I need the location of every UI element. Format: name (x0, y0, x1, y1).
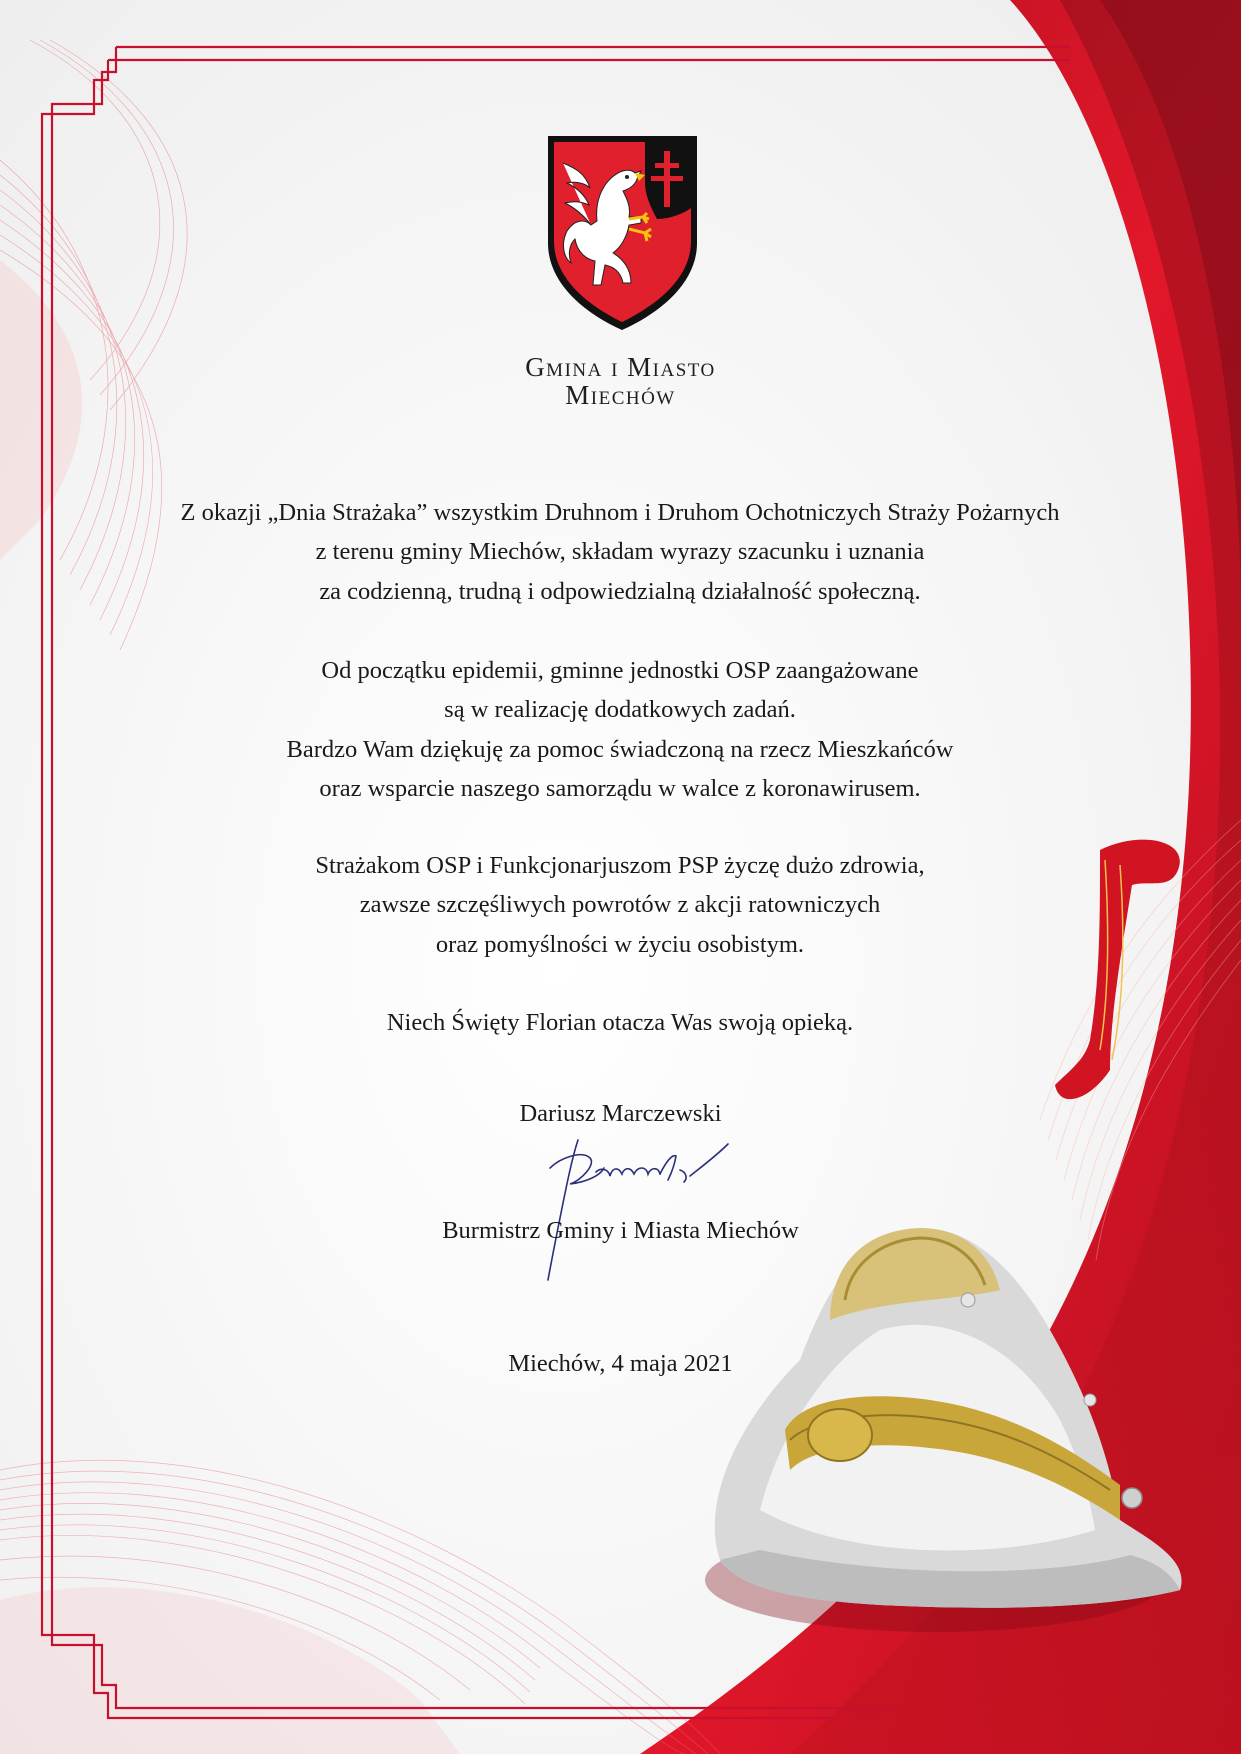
signatory-name: Dariusz Marczewski (519, 1100, 722, 1127)
coat-of-arms-icon (545, 133, 700, 333)
org-name-line2: Miechów (565, 380, 676, 410)
paragraph-wishes (100, 846, 1140, 964)
text-line: Od początku epidemii, gminne jednostki OSP zaangażowane (321, 657, 919, 684)
handwritten-signature (530, 1128, 740, 1288)
org-name-line1: Gmina i Miasto (525, 352, 716, 382)
text-line: Niech Święty Florian otacza Was swoją opieką. (386, 1009, 854, 1036)
paragraph-epidemic (100, 651, 1140, 808)
signatory-role: Burmistrz Gminy i Miasta Miechów (442, 1217, 799, 1244)
text-line: zawsze szczęśliwych powrotów z akcji ratowniczych (359, 891, 881, 919)
place-and-date: Miechów, 4 maja 2021 (508, 1350, 733, 1377)
text-line: z terenu gminy Miechów, składam wyrazy szacunku i uznania (315, 538, 925, 566)
text-line: Bardzo Wam dziękuję za pomoc świadczoną na rzecz Mieszkańców (286, 735, 954, 763)
text-line: są w realizację dodatkowych zadań. (444, 696, 796, 724)
patriarchal-cross-icon (645, 142, 691, 219)
text-line: oraz pomyślności w życiu osobistym. (435, 930, 805, 958)
text-line: Strażakom OSP i Funkcjonarjuszom PSP życzę dużo zdrowia, (315, 852, 925, 879)
paragraph-blessing (100, 1003, 1140, 1042)
text-line: za codzienną, trudną i odpowiedzialną działalność społeczną. (319, 577, 921, 605)
paragraph-greeting (100, 493, 1140, 611)
text-line: oraz wsparcie naszego samorządu w walce z koronawirusem. (319, 774, 921, 802)
text-line: Z okazji „Dnia Strażaka” wszystkim Druhnom i Druhom Ochotniczych Straży Pożarnych (180, 499, 1060, 526)
